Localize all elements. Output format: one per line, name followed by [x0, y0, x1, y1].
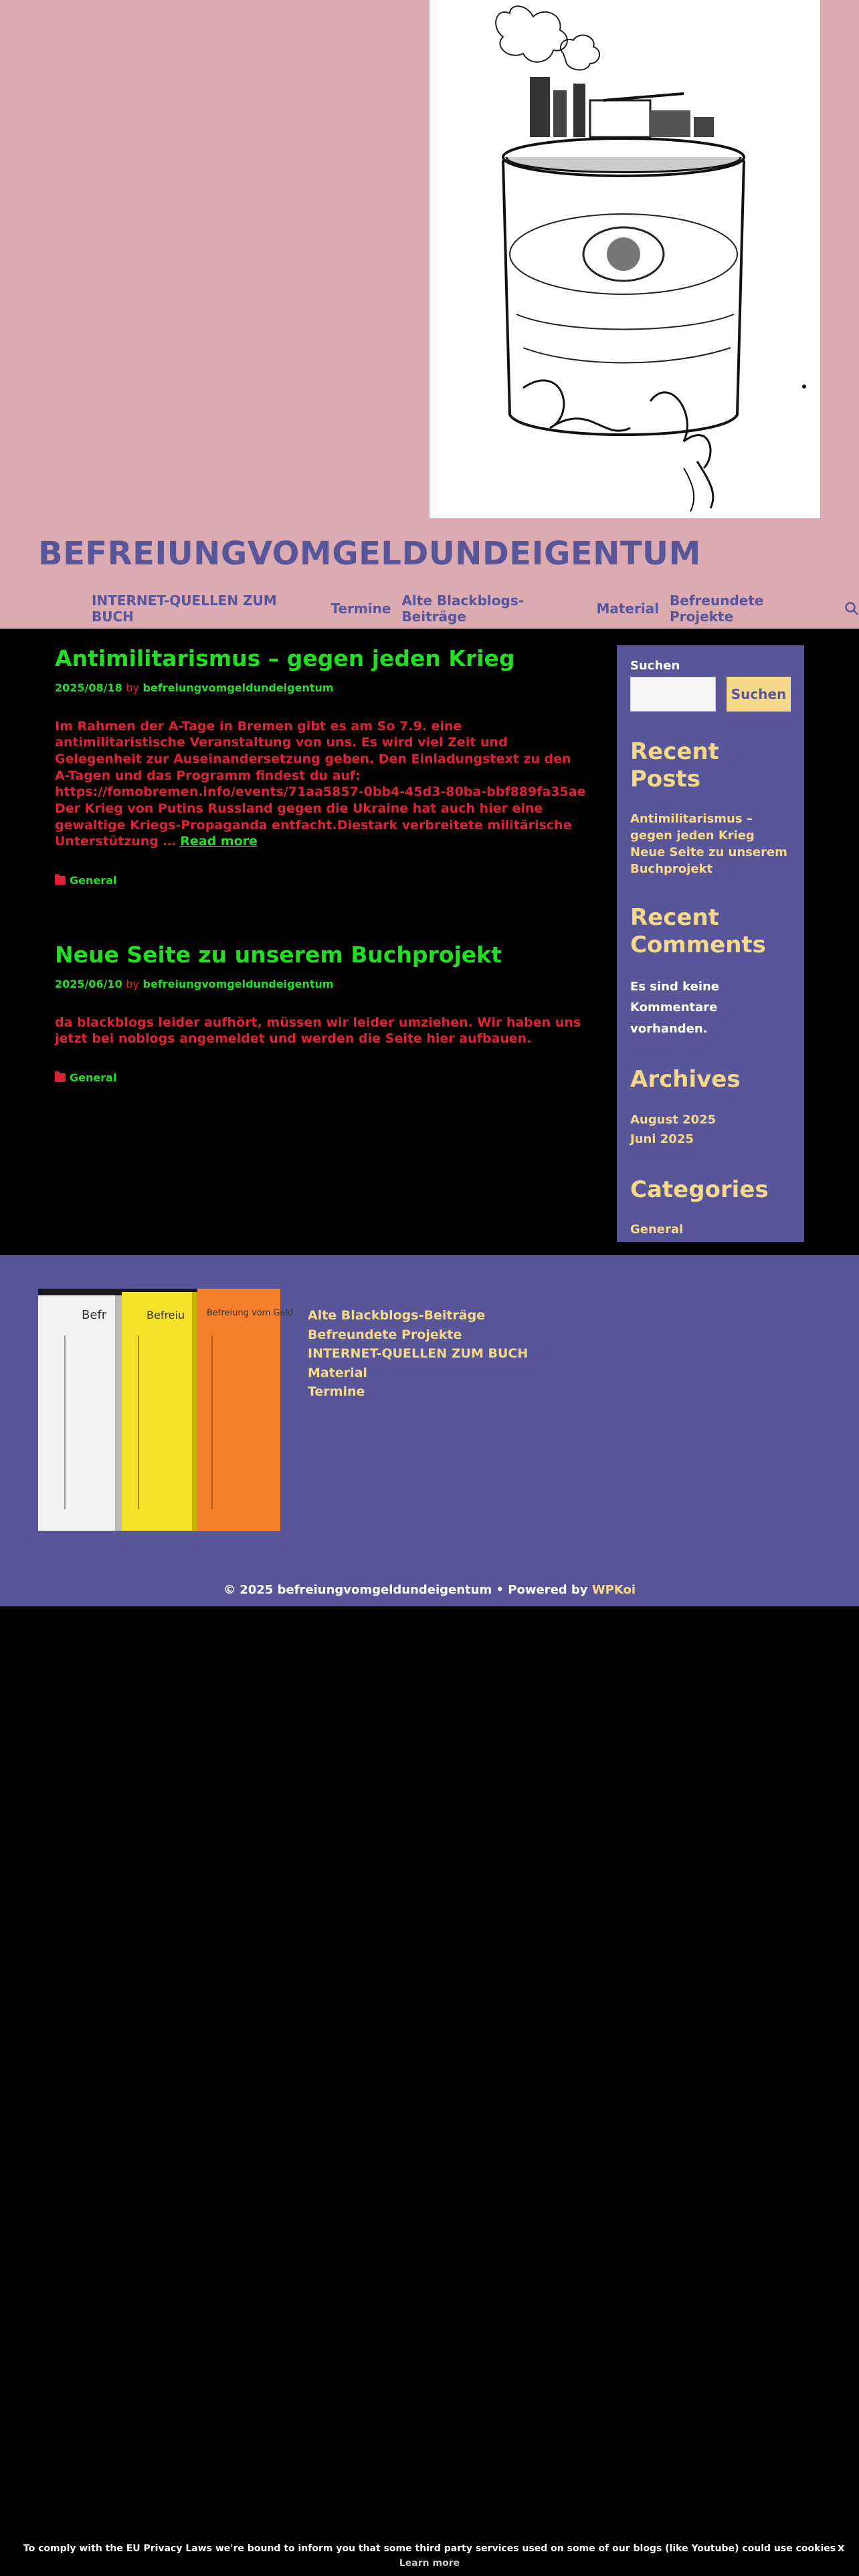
read-more-link[interactable]: Read more — [180, 834, 258, 849]
sidebar — [617, 645, 804, 1242]
post-category-link[interactable]: General — [70, 1071, 117, 1085]
no-comments-text: Es sind keine Kommentare vorhanden. — [630, 979, 720, 1036]
close-icon[interactable]: x — [838, 2541, 845, 2554]
archive-link[interactable]: August 2025 — [630, 1113, 717, 1128]
nav-item-material[interactable]: Material — [596, 601, 660, 617]
post-category — [55, 874, 590, 887]
main-content — [55, 645, 590, 1084]
archives-heading: Archives — [630, 1066, 741, 1093]
post-author-link[interactable]: befreiungvomgeldundeigentum — [142, 977, 334, 990]
recent-post-link[interactable]: Neue Seite zu unserem Buchprojekt — [630, 845, 787, 877]
post-title-link[interactable]: Neue Seite zu unserem Buchprojekt — [55, 942, 502, 968]
cookie-notice — [0, 2541, 859, 2571]
copyright-text: © 2025 befreiungvomgeldundeigentum • Powered by — [223, 1583, 588, 1597]
recent-post-link[interactable]: Antimilitarismus – gegen jeden Krieg — [630, 811, 755, 843]
post-excerpt — [55, 718, 590, 851]
nav-item-termine[interactable]: Termine — [330, 601, 391, 617]
search-label: Suchen — [630, 659, 680, 673]
search-button[interactable]: Suchen — [727, 677, 791, 712]
post-meta — [55, 681, 590, 694]
search-icon[interactable] — [844, 601, 859, 616]
svg-text:Befreiu: Befreiu — [147, 1309, 185, 1321]
post-author-link[interactable]: befreiungvomgeldundeigentum — [142, 681, 334, 694]
archive-link[interactable]: Juni 2025 — [630, 1132, 694, 1147]
post-category — [55, 1071, 590, 1084]
post-date[interactable]: 2025/08/18 — [55, 681, 122, 694]
nav-item-alte-blackblogs[interactable]: Alte Blackblogs-Beiträge — [401, 593, 524, 625]
post-excerpt-text: da blackblogs leider aufhört, müssen wir leider umziehen. Wir haben uns jetzt bei noblogs angemeldet und werden die Seite hier aufbauen. — [55, 1014, 581, 1047]
categories-heading: Categories — [630, 1176, 769, 1203]
footer-link-termine[interactable]: Termine — [308, 1384, 365, 1399]
recent-posts-heading: Recent Posts — [630, 738, 719, 792]
post-date[interactable]: 2025/06/10 — [55, 977, 122, 990]
footer-link-befreundete-projekte[interactable]: Befreundete Projekte — [308, 1327, 462, 1342]
footer-menu — [308, 1306, 528, 1402]
learn-more-link[interactable]: Learn more — [399, 2558, 460, 2569]
folder-icon — [55, 1073, 66, 1082]
nav-item-befreundete-projekte[interactable]: Befreundete Projekte — [670, 593, 764, 625]
site-header — [0, 0, 859, 629]
post-excerpt — [55, 1014, 590, 1047]
post-category-link[interactable]: General — [70, 874, 117, 887]
book-covers-image — [38, 1289, 294, 1531]
search-form — [630, 677, 791, 712]
post-article — [55, 942, 590, 1084]
footer-link-material[interactable]: Material — [308, 1365, 367, 1380]
post-by-label: by — [126, 977, 139, 990]
post-excerpt-text: Im Rahmen der A-Tage in Bremen gibt es am So 7.9. eine antimilitaristische Veranstaltung von uns. Es wird viel Zeit und Gelegenheit zur Auseinandersetzung geben. Den Einladungstext zu den A-Tagen und das Programm findest du auf: https://fomobremen.info/events/71aa5857-0bb4-45d3-80ba-bbf889fa35ae Der Krieg von Putins Russland gegen die Ukraine hat auch hier eine gewaltige Kriegs-Propaganda entfacht.Diestark verbreitete militärische Unterstützung … — [55, 718, 586, 849]
svg-text:Befr: Befr — [82, 1308, 107, 1322]
category-link[interactable]: General — [630, 1222, 684, 1237]
footer-link-alte-blackblogs[interactable]: Alte Blackblogs-Beiträge — [308, 1308, 486, 1323]
recent-comments-heading: Recent Comments — [630, 904, 766, 959]
post-by-label: by — [126, 681, 139, 694]
header-illustration — [430, 0, 820, 518]
post-article — [55, 645, 590, 887]
site-footer — [0, 1255, 859, 1606]
search-input[interactable] — [630, 677, 716, 712]
nav-item-internet-quellen[interactable]: INTERNET-QUELLEN ZUM BUCH — [92, 593, 277, 625]
wpkoi-link[interactable]: WPKoi — [591, 1583, 636, 1597]
post-meta — [55, 978, 590, 990]
folder-icon — [55, 876, 66, 885]
copyright — [0, 1583, 859, 1597]
site-title[interactable]: BEFREIUNGVOMGELDUNDEIGENTUM — [38, 535, 701, 572]
svg-text:Befreiung vom Geld: Befreiung vom Geld — [207, 1308, 294, 1318]
footer-link-internet-quellen[interactable]: INTERNET-QUELLEN ZUM BUCH — [308, 1346, 529, 1361]
post-title-link[interactable]: Antimilitarismus – gegen jeden Krieg — [55, 645, 515, 671]
cookie-text: To comply with the EU Privacy Laws we're bound to inform you that some third party services used on some of our blogs (like Youtube) could use cookies — [23, 2543, 836, 2554]
main-navigation — [92, 593, 859, 625]
